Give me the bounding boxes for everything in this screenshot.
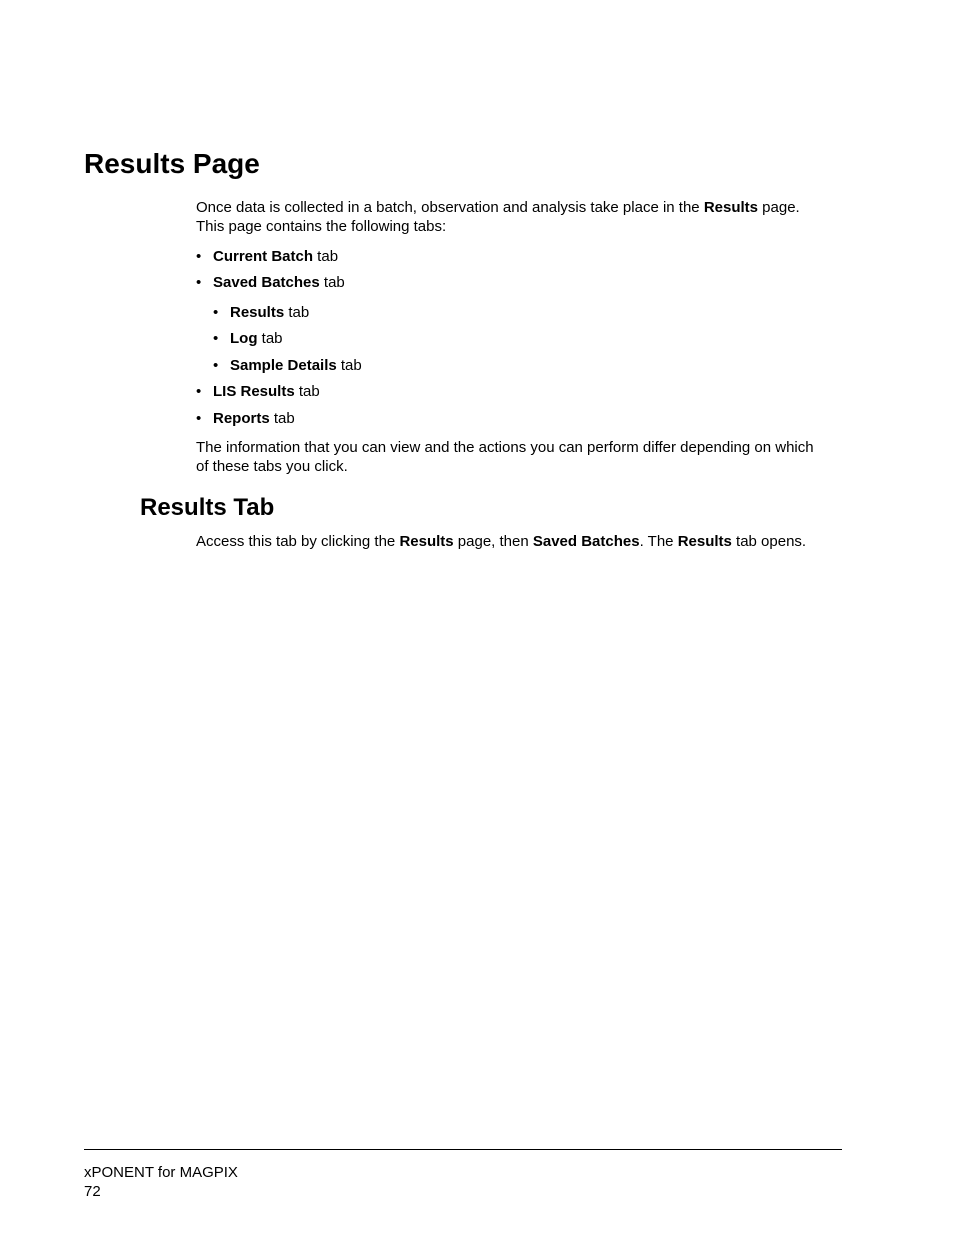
access-text-1: Access this tab by clicking the xyxy=(196,533,400,550)
list-item-bold: LIS Results xyxy=(213,383,295,400)
bullet-marker: • xyxy=(196,410,202,427)
list-item-bold: Results xyxy=(230,304,285,321)
access-results-tab-bold: Results xyxy=(677,533,732,550)
info-line-2: of these tabs you click. xyxy=(196,458,348,475)
list-item-bold: Current Batch xyxy=(213,248,314,265)
list-item-text: tab xyxy=(336,357,362,374)
list-item-text: tab xyxy=(313,248,339,265)
bullet-marker: • xyxy=(196,274,202,291)
access-saved-batches-bold: Saved Batches xyxy=(532,533,640,550)
access-results-bold: Results xyxy=(399,533,454,550)
bullet-marker: • xyxy=(196,383,202,400)
list-item-lis-results xyxy=(196,382,320,401)
bullet-marker: • xyxy=(213,330,219,347)
bullet-marker: • xyxy=(196,248,202,265)
list-item-bold: Saved Batches xyxy=(213,274,320,291)
footer-divider xyxy=(84,1149,842,1150)
footer-page-number: 72 xyxy=(84,1183,101,1200)
list-item-sample-details xyxy=(213,356,362,375)
list-item-reports xyxy=(196,409,295,428)
intro-text-3: This page contains the following tabs: xyxy=(196,218,447,235)
intro-results-bold: Results xyxy=(703,199,758,216)
list-item-text: tab xyxy=(294,383,320,400)
intro-paragraph xyxy=(196,198,846,236)
intro-text-2: page. xyxy=(758,199,800,216)
footer-product: xPONENT for MAGPIX xyxy=(84,1164,238,1181)
list-item-current-batch xyxy=(196,247,338,266)
list-item-log xyxy=(213,329,283,348)
list-item-text: tab xyxy=(319,274,345,291)
list-item-saved-batches xyxy=(196,273,345,292)
access-text-4: tab opens. xyxy=(731,533,807,550)
list-item-results xyxy=(213,303,309,322)
bullet-marker: • xyxy=(213,357,219,374)
access-text-2: page, then xyxy=(453,533,533,550)
list-item-bold: Sample Details xyxy=(230,357,337,374)
section-title: Results Tab xyxy=(140,494,275,521)
bullet-marker: • xyxy=(213,304,219,321)
list-item-text: tab xyxy=(269,410,295,427)
list-item-text: tab xyxy=(257,330,283,347)
access-paragraph xyxy=(196,532,846,551)
list-item-bold: Log xyxy=(230,330,258,347)
info-paragraph xyxy=(196,438,846,476)
list-item-text: tab xyxy=(284,304,310,321)
info-line-1: The information that you can view and the actions you can perform differ depending on which xyxy=(196,439,814,456)
access-text-3: . The xyxy=(639,533,678,550)
list-item-bold: Reports xyxy=(213,410,270,427)
intro-text-1: Once data is collected in a batch, observation and analysis take place in the xyxy=(196,199,704,216)
page-title: Results Page xyxy=(84,148,260,179)
